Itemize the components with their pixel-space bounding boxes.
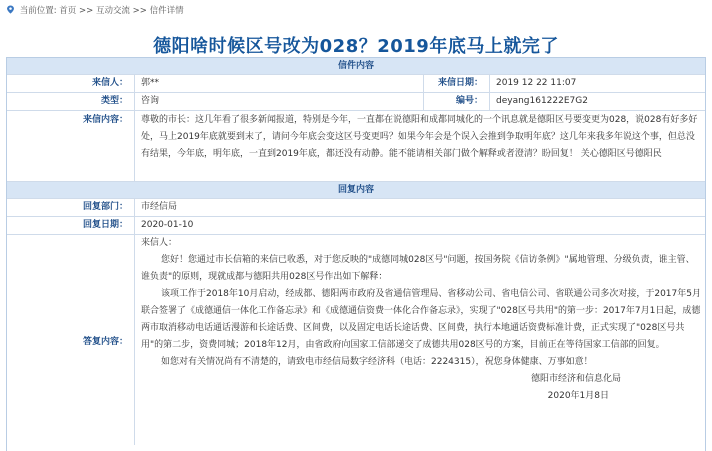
reply-signature-org: 德阳市经济和信息化局 — [530, 374, 621, 384]
sender-label: 来信人： — [7, 75, 135, 92]
breadcrumb — [6, 4, 184, 18]
reply-dept-row — [7, 198, 705, 216]
letter-date-value: 2019 12 22 11:07 — [496, 78, 577, 88]
sender-row — [7, 74, 705, 92]
letter-date-label: 来信日期： — [424, 75, 490, 92]
breadcrumb-separator: >> — [79, 6, 94, 16]
sender-value: 郭** — [135, 75, 424, 92]
type-value: 咨询 — [135, 93, 424, 110]
breadcrumb-home-link[interactable]: 首页 — [59, 6, 77, 16]
number-label: 编号： — [424, 93, 490, 110]
location-icon — [6, 5, 15, 14]
reply-section-header: 回复内容 — [7, 181, 705, 198]
reply-date-value: 2020-01-10 — [141, 220, 194, 230]
page-title: 德阳啥时候区号改为028？2019年底马上就完了 — [153, 36, 559, 57]
letter-content-row — [7, 110, 705, 181]
reply-content-row — [7, 234, 705, 445]
letter-content-text: 尊敬的市长：这几年看了很多新闻报道，特别是今年，一直都在说德阳和成都同城化的一个讯息就是德阳区号要变更为028，说028有好多好处，马上2019年底就要到末了，请问今年底会变这区号变更吗？如果今年会是个误入会推到争取明年底？这几年来我多年说这个事，但总没有结果，今年底，明年底，一直到2019年底，都还没有动静。能不能请相关部门做个解释或者澄清？盼回复！ 关心德阳区号德阳民 — [141, 115, 698, 159]
letter-detail-table — [6, 57, 706, 451]
reply-paragraph-3: 如您对有关情况尚有不清楚的，请致电市经信局数字经济科（电话：2224315），祝您身体健康、万事如意！ — [161, 357, 593, 367]
reply-dept-value: 市经信局 — [141, 202, 178, 212]
type-row — [7, 92, 705, 110]
type-label: 类型： — [7, 93, 135, 110]
reply-date-label: 回复日期： — [7, 217, 135, 234]
reply-greeting: 来信人： — [141, 238, 178, 248]
reply-signature-date: 2020年1月8日 — [547, 391, 609, 401]
letter-content-label: 来信内容： — [7, 111, 135, 181]
number-value: deyang161222E7G2 — [496, 96, 588, 106]
breadcrumb-section-link[interactable]: 互动交流 — [95, 6, 130, 16]
breadcrumb-label: 当前位置: — [19, 6, 57, 16]
breadcrumb-current: 信件详情 — [149, 6, 184, 16]
reply-paragraph-2: 该项工作于2018年10月启动，经成都、德阳两市政府及省通信管理局、省移动公司、省电信公司、省联通公司多次对接，于2017年5月联合签署了《成德通信一体化工作备忘录》和《成德通信资费一体化合作备忘录》，实现了"028区号共用"的第一步：2017年7月1日起，成德两市取消移动电话通话漫游和长途话费、区间费，以及固定电话长途话费、区间费，执行本地通话资费标准计费，正式实现了"028区号共用"的第二步，资费同城；2018年12月，由省政府向国家工信部递交了成德共用028区号的方案，目前正在等待国家工信部的回复。 — [141, 289, 701, 350]
breadcrumb-separator: >> — [132, 6, 147, 16]
reply-dept-label: 回复部门： — [7, 199, 135, 216]
letter-section-header: 信件内容 — [7, 58, 705, 74]
reply-paragraph-1: 您好！您通过市长信箱的来信已收悉，对于您反映的"成德同城028区号"问题，按国务院《信访条例》"属地管理、分级负责，谁主管、谁负责"的原则，现就成都与德阳共用028区号作出如下解释： — [141, 255, 695, 282]
reply-date-row — [7, 216, 705, 234]
reply-content-label: 答复内容： — [7, 235, 135, 445]
reply-content-text — [135, 235, 705, 445]
